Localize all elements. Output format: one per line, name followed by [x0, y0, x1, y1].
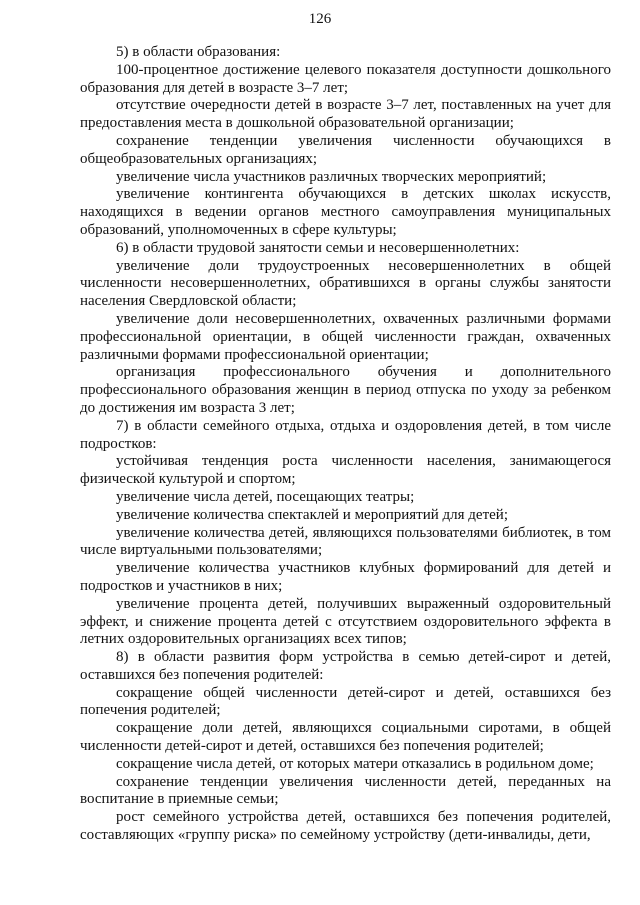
paragraph: увеличение числа детей, посещающих театры; [116, 488, 415, 505]
paragraph: рост семейного устройства детей, оставшихся без попечения родителей, составляющих «группу риска» по семейному устройству (дети-инвалиды, дети, [80, 809, 611, 844]
paragraph: 7) в области семейного отдыха, отдыха и оздоровления детей, в том числе подростков: [80, 417, 611, 452]
paragraph: 100-процентное достижение целевого показателя доступности дошкольного образования для детей в возрасте 3–7 лет; [80, 61, 611, 96]
paragraph: отсутствие очередности детей в возрасте 3–7 лет, поставленных на учет для предоставления места в дошкольной образовательной организации; [80, 97, 611, 132]
paragraph: увеличение числа участников различных творческих мероприятий; [116, 168, 547, 185]
paragraph: сокращение числа детей, от которых матери отказались в родильном доме; [116, 755, 594, 772]
page-number: 126 [308, 11, 332, 27]
paragraph: увеличение контингента обучающихся в детских школах искусств, находящихся в ведении органов местного самоуправления муниципальных образований, уполномоченных в сфере культуры; [80, 186, 611, 238]
paragraph: сокращение доли детей, являющихся социальными сиротами, в общей численности детей-сирот и детей, оставшихся без попечения родителей; [80, 720, 611, 755]
paragraph: сохранение тенденции увеличения численности детей, переданных на воспитание в приемные семьи; [80, 773, 611, 808]
paragraph: увеличение количества участников клубных формирований для детей и подростков и участников в них; [80, 560, 611, 594]
paragraph: 5) в области образования: [116, 44, 281, 60]
paragraph: сохранение тенденции увеличения численности обучающихся в общеобразовательных организациях; [80, 132, 611, 167]
document-body [80, 44, 611, 845]
paragraph: увеличение процента детей, получивших выраженный оздоровительный эффект, и снижение процента детей с отсутствием оздоровительного эффекта в летних оздоровительных организациях всех типов; [80, 595, 611, 648]
paragraph: сокращение общей численности детей-сирот и детей, оставшихся без попечения родителей; [80, 684, 611, 719]
paragraph: 6) в области трудовой занятости семьи и несовершеннолетних: [116, 239, 520, 256]
paragraph: увеличение количества спектаклей и мероприятий для детей; [116, 506, 508, 523]
paragraph: 8) в области развития форм устройства в семью детей-сирот и детей, оставшихся без попечения родителей: [80, 649, 611, 683]
paragraph: увеличение доли трудоустроенных несовершеннолетних в общей численности несовершеннолетних, обратившихся в органы службы занятости населения Свердловской области; [80, 257, 611, 310]
paragraph: организация профессионального обучения и дополнительного профессионального образования женщин в период отпуска по уходу за ребенком до достижения им возраста 3 лет; [80, 364, 611, 416]
paragraph: устойчивая тенденция роста численности населения, занимающегося физической культурой и спортом; [80, 453, 611, 488]
paragraph: увеличение количества детей, являющихся пользователями библиотек, в том числе виртуальными пользователями; [80, 524, 611, 559]
paragraph: увеличение доли несовершеннолетних, охваченных различными формами профессиональной ориентации, в общей численности граждан, охваченных различными формами профессиональной ориентации; [80, 310, 611, 363]
